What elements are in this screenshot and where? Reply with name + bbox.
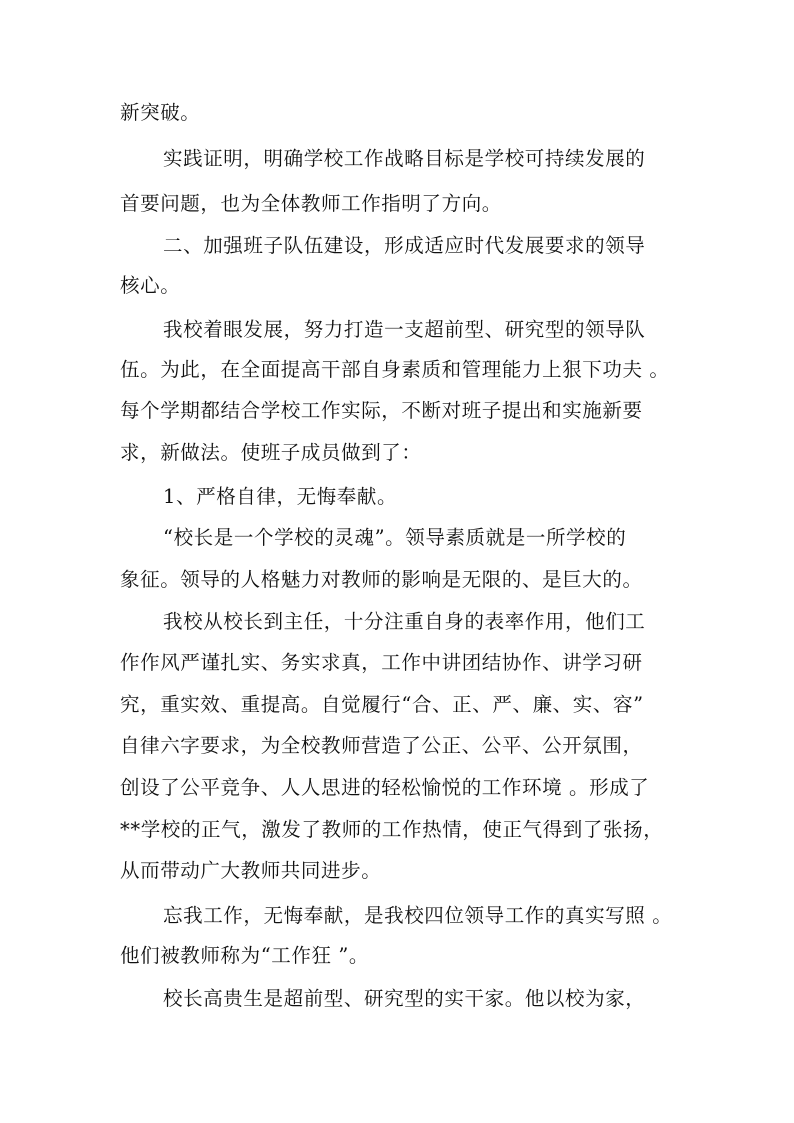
quote-line: “校长是一个学校的灵魂”。领导素质就是一所学校的 <box>163 526 627 549</box>
text-line: 作作风严谨扎实、务实求真，工作中讲团结协作、讲学习研 <box>120 651 643 674</box>
text-line: 创设了公平竞争、人人思进的轻松愉悦的工作环境 。形成了 <box>120 776 650 799</box>
section-heading: 二、加强班子队伍建设，形成适应时代发展要求的领导 <box>163 234 646 257</box>
text-line: 每个学期都结合学校工作实际，不断对班子提出和实施新要 <box>120 399 643 422</box>
section-heading-continued: 核心。 <box>120 274 181 297</box>
text-line: 从而带动广大教师共同进步。 <box>120 859 382 882</box>
paragraph-line: 校长高贵生是超前型、研究型的实干家。他以校为家， <box>163 987 646 1010</box>
text-line: 他们被教师称为“工作狂 ”。 <box>120 944 370 967</box>
text-line: 象征。领导的人格魅力对教师的影响是无限的、是巨大的。 <box>120 568 643 591</box>
text-line: 求，新做法。使班子成员做到了： <box>120 441 422 464</box>
text-line: 新突破。 <box>120 101 201 124</box>
text-line: **学校的正气，激发了教师的工作热情，使正气得到了张扬， <box>120 818 664 841</box>
paragraph-line: 实践证明，明确学校工作战略目标是学校可持续发展的 <box>163 147 646 170</box>
list-item: 1、严格自律，无悔奉献。 <box>163 485 398 508</box>
paragraph-line: 我校从校长到主任，十分注重自身的表率作用，他们工 <box>163 610 646 633</box>
paragraph-line: 我校着眼发展，努力打造一支超前型、研究型的领导队 <box>163 318 646 341</box>
text-line: 首要问题，也为全体教师工作指明了方向。 <box>120 192 502 215</box>
paragraph-line: 忘我工作，无悔奉献，是我校四位领导工作的真实写照 。 <box>163 904 673 927</box>
text-line: 自律六字要求，为全校教师营造了公正、公平、公开氛围， <box>120 734 643 757</box>
text-line: 究，重实效、重提高。自觉履行“合、正、严、廉、实、容” <box>120 693 644 716</box>
text-line: 伍。为此，在全面提高干部自身素质和管理能力上狠下功夫 。 <box>120 358 670 381</box>
